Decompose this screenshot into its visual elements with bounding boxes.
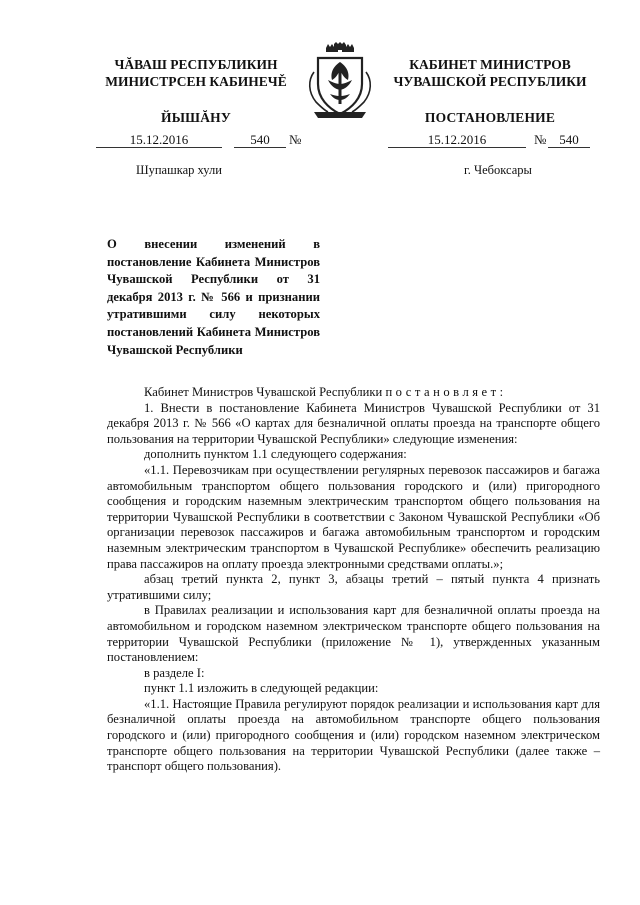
header-right-line2: ЧУВАШСКОЙ РЕСПУБЛИКИ [393,74,587,89]
header-left-line2: МИНИСТРСЕН КАБИНЕЧĚ [105,74,287,89]
paragraph-preamble [107,385,600,401]
header-left-number-sign: № [289,132,302,147]
preamble-verb: постановляет: [385,385,507,399]
paragraph-new-wording: пункт 1.1 изложить в следующей редакции: [144,681,379,696]
header-right-number: 540 [548,132,590,148]
paragraph-section-1: в разделе I: [144,665,205,680]
document-title: О внесении изменений в постановление Кабинета Министров Чувашской Республики от 31 декабря 2013 г. № 566 и признании утратившими силу некоторых постановлений Кабинета Министров Чувашской Республики [107,237,320,357]
document-body [107,385,600,775]
header-right-date: 15.12.2016 [388,132,526,148]
chuvashia-coat-of-arms-icon [300,42,380,120]
header-right-doc-type: ПОСТАНОВЛЕНИЕ [424,110,556,125]
header-left-date-number [96,132,308,150]
paragraph-add-clause: дополнить пунктом 1.1 следующего содержания: [144,447,407,462]
header-left-doc-type: ЙЫШĂНУ [161,110,231,125]
header-right-number-sign: № [534,132,547,147]
paragraph-item-1: 1. Внести в постановление Кабинета Министров Чувашской Республики от 31 декабря 2013 г. № 566 «О картах для безналичной оплаты проезда на транспорте общего пользования на территории Чувашской Республики» следующие изменения: [107,400,600,446]
paragraph-rules-1-1: «1.1. Настоящие Правила регулируют порядок реализации и использования карт для безналичной оплаты проезда на автомобильном транспорте общего пользования городского и (или) пригородного сообщения и (или) городском наземном электрическом транспорте общего пользования на территории Чувашской Республики (далее также – транспорт общего пользования). [107,696,600,774]
header-right [385,56,595,126]
preamble-lead: Кабинет Министров Чувашской Республики [144,385,386,399]
header-left [90,56,302,126]
header-right-date-number [388,132,598,150]
paragraph-rules: в Правилах реализации и использования карт для безналичной оплаты проезда на автомобильном и городском наземном электрическом транспорте общего пользования на территории Чувашской Республики (приложение № 1), утвержденных указанным постановлением: [107,603,600,665]
header-right-city: г. Чебоксары [464,163,532,177]
header-left-number: 540 [234,132,286,148]
header-left-date: 15.12.2016 [96,132,222,148]
header-right-line1: КАБИНЕТ МИНИСТРОВ [409,57,571,72]
header-left-city: Шупашкар хули [136,163,222,177]
paragraph-repeal: абзац третий пункта 2, пункт 3, абзацы третий – пятый пункта 4 признать утратившими силу; [107,572,600,602]
paragraph-clause-1-1: «1.1. Перевозчикам при осуществлении регулярных перевозок пассажиров и багажа автомобильным транспортом общего пользования городского и (или) пригородного сообщения и городским наземным электрическим транспортом общего пользования на территории Чувашской Республики в соответствии с Законом Чувашской Республики «Об организации перевозок пассажиров и багажа автомобильным транспортом и городским наземным электрическим транспортом в Чувашской Республике» обеспечить реализацию права пассажиров на оплату проезда электронными средствами оплаты.»; [107,462,600,571]
header-left-line1: ЧĂВАШ РЕСПУБЛИКИН [114,57,278,72]
